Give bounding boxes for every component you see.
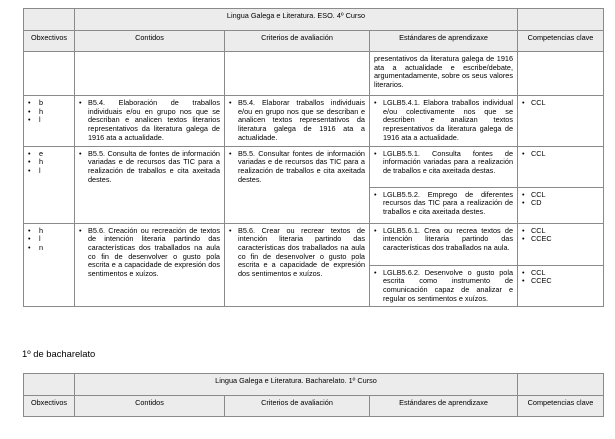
estandar-text: • LGLB5.4.1. Elabora traballos individual e/ou colectivamente nos que se describen e analizan textos representativos da literatura galega de 1916 ata a actualidade. xyxy=(374,99,513,143)
table-header-row xyxy=(24,396,604,417)
table-row xyxy=(24,223,604,265)
header-estandares: Estándares de aprendizaxe xyxy=(370,31,518,52)
competencias-cell xyxy=(518,96,604,147)
estandar-cell xyxy=(370,146,518,187)
header-competencias: Competencias clave xyxy=(518,396,604,417)
competencias-cell xyxy=(518,265,604,307)
curriculum-table-eso-4 xyxy=(23,8,604,307)
competencia-item: • CCL xyxy=(522,227,599,236)
obxectivo-item: • l xyxy=(28,116,70,125)
header-contidos: Contidos xyxy=(75,396,225,417)
table-row xyxy=(24,96,604,147)
obxectivo-item: • l xyxy=(28,235,70,244)
competencias-cell xyxy=(518,187,604,223)
contido-text: • B5.6. Creación ou recreación de textos de intención literaria partindo das características dos traballados na aula co fin de desenvolver o gusto pola escrita e a capacidade de expresión dos sentimentos e xuízos. xyxy=(79,227,220,279)
competencias-cell xyxy=(518,223,604,265)
obxectivo-item: • e xyxy=(28,150,70,159)
competencia-item: • CCL xyxy=(522,99,599,108)
estandar-cell xyxy=(370,96,518,147)
estandar-cell xyxy=(370,223,518,265)
obxectivos-cell xyxy=(24,223,75,307)
obxectivo-item: • h xyxy=(28,108,70,117)
table-title-row xyxy=(24,9,604,31)
criterio-text: • B5.5. Consultar fontes de información variadas e de recursos das TIC para a realización de traballos e cita axeitada destes. xyxy=(229,150,365,185)
header-contidos: Contidos xyxy=(75,31,225,52)
obxectivo-item: • b xyxy=(28,99,70,108)
contido-text: • B5.5. Consulta de fontes de información variadas e de recursos das TIC para a realización de traballos e cita axeitada destes. xyxy=(79,150,220,185)
estandar-text: • LGLB5.5.2. Emprego de diferentes recursos das TIC para a realización de traballos e cita axeitada destes. xyxy=(374,191,513,217)
criterio-cell xyxy=(225,146,370,223)
competencias-cell xyxy=(518,146,604,187)
estandar-text: • LGLB5.6.2. Desenvolve o gusto pola escrita como instrumento de comunicación capaz de analizar e regular os sentimentos e xuízos. xyxy=(374,269,513,304)
obxectivos-cell xyxy=(24,146,75,223)
estandar-text: • LGLB5.6.1. Crea ou recrea textos de intención literaria partindo das características dos traballados na aula. xyxy=(374,227,513,253)
header-estandares: Estándares de aprendizaxe xyxy=(370,396,518,417)
contido-cell xyxy=(75,146,225,223)
table-row xyxy=(24,146,604,187)
contido-cell xyxy=(75,96,225,147)
competencia-item: • CCL xyxy=(522,269,599,278)
criterio-cell xyxy=(225,223,370,307)
competencia-item: • CCL xyxy=(522,191,599,200)
header-obxectivos: Obxectivos xyxy=(24,31,75,52)
competencia-item: • CCEC xyxy=(522,277,599,286)
table-row xyxy=(24,52,604,96)
obxectivo-item: • h xyxy=(28,227,70,236)
competencia-item: • CCEC xyxy=(522,235,599,244)
estandar-text: • LGLB5.5.1. Consulta fontes de información variadas para a realización de traballos e cita axeitada destas. xyxy=(374,150,513,176)
estandar-cell xyxy=(370,265,518,307)
contido-cell xyxy=(75,223,225,307)
competencia-item: • CD xyxy=(522,199,599,208)
section-heading: 1º de bacharelato xyxy=(22,348,96,359)
criterio-text: • B5.6. Crear ou recrear textos de intención literaria partindo das características dos traballados na aula co fin de desenvolver o gusto pola escrita e a capacidade de expresión dos sentimentos e xuízos. xyxy=(229,227,365,279)
table-title: Lingua Galega e Literatura. Bacharelato. 1º Curso xyxy=(75,374,518,396)
criterio-cell xyxy=(225,96,370,147)
obxectivo-item: • n xyxy=(28,244,70,253)
obxectivo-item: • l xyxy=(28,167,70,176)
header-competencias: Competencias clave xyxy=(518,31,604,52)
criterio-text: • B5.4. Elaborar traballos individuais e/ou en grupo nos que se describan e analicen textos representativos da literatura galega de 1916 ata a actualidade. xyxy=(229,99,365,143)
contido-text: • B5.4. Elaboración de traballos individuais e/ou en grupo nos que se describan e analicen textos literarios representativos da literatura galega de 1916 ata a actualidade. xyxy=(79,99,220,143)
curriculum-table-bacharelato-1 xyxy=(23,373,604,417)
obxectivo-item: • h xyxy=(28,158,70,167)
header-criterios: Criterios de avaliación xyxy=(225,396,370,417)
table-title: Lingua Galega e Literatura. ESO. 4º Curso xyxy=(75,9,518,31)
estandar-continuation: presentativos da literatura galega de 1916 ata a actualidade e escribe/debate, argumentadamente, sobre os seus valores literarios. xyxy=(370,52,518,96)
estandar-cell xyxy=(370,187,518,223)
table-header-row xyxy=(24,31,604,52)
obxectivos-cell xyxy=(24,96,75,147)
competencia-item: • CCL xyxy=(522,150,599,159)
header-obxectivos: Obxectivos xyxy=(24,396,75,417)
table-title-row xyxy=(24,374,604,396)
header-criterios: Criterios de avaliación xyxy=(225,31,370,52)
